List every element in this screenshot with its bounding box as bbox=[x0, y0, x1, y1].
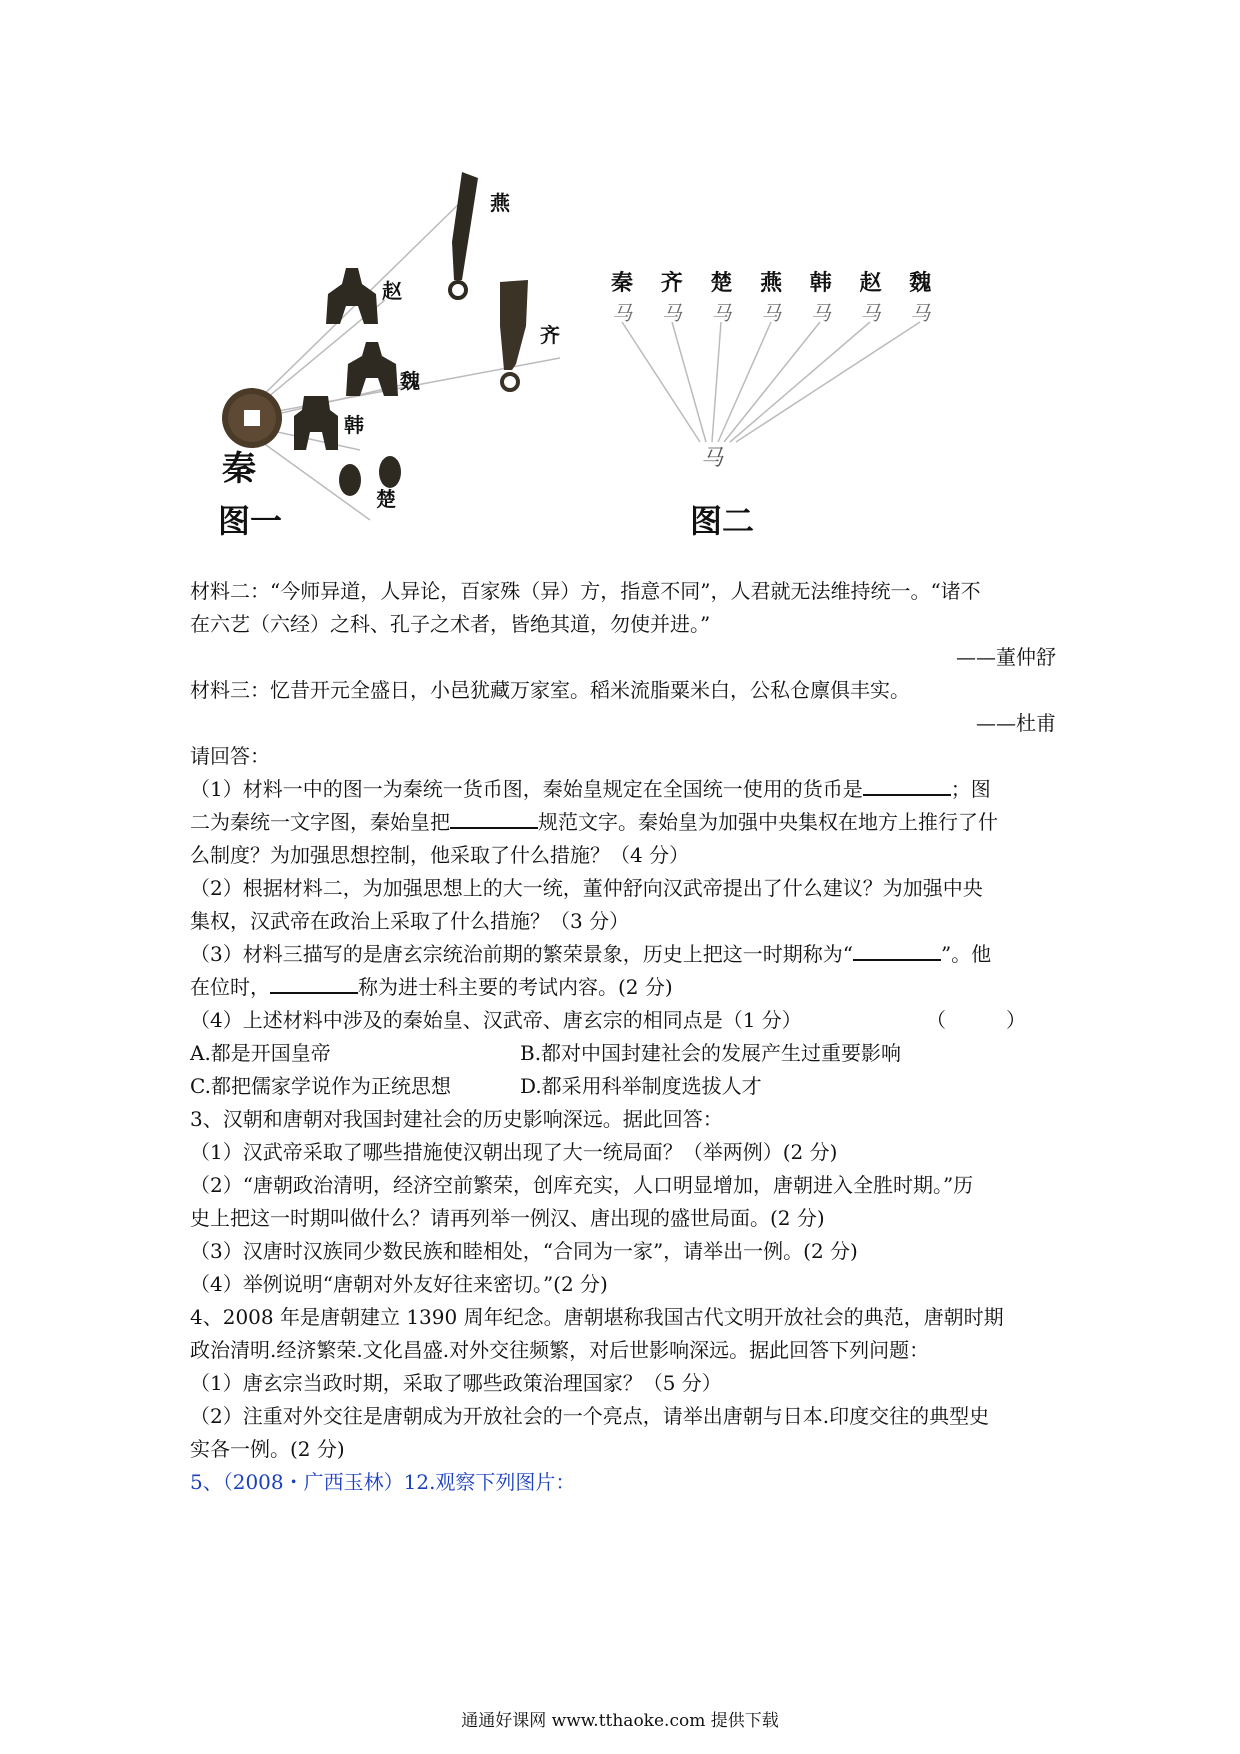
material-three-line: 材料三：忆昔开元全盛日，小邑犹藏万家室。稻米流脂粟米白，公私仓廪俱丰实。 bbox=[190, 678, 910, 702]
script-glyph: 马 bbox=[910, 301, 931, 325]
figure-two-script-glyphs bbox=[612, 301, 931, 325]
state-label: 魏 bbox=[909, 271, 932, 296]
q3-text: 在位时， bbox=[190, 975, 270, 999]
qin-coin-icon bbox=[222, 388, 282, 448]
q1-line bbox=[190, 806, 1056, 839]
answer-blank[interactable] bbox=[450, 807, 538, 829]
qin-label: 秦 bbox=[222, 449, 256, 489]
section-three-title: 3、汉朝和唐朝对我国封建社会的历史影响深远。据此回答： bbox=[190, 1107, 723, 1131]
wei-spade-coin-icon bbox=[346, 342, 398, 396]
script-glyph: 马 bbox=[761, 301, 782, 325]
answer-blank[interactable] bbox=[863, 774, 951, 796]
state-label: 韩 bbox=[809, 271, 832, 296]
han-label: 韩 bbox=[344, 413, 364, 437]
section-four-q2: （2）注重对外交往是唐朝成为开放社会的一个亮点，请举出唐朝与日本.印度交往的典型史 bbox=[190, 1404, 990, 1428]
option-d: D.都采用科举制度选拔人才 bbox=[520, 1074, 762, 1098]
qi-knife-coin-icon bbox=[500, 280, 528, 390]
page-footer: 通通好课网 www.tthaoke.com 提供下载 bbox=[461, 1711, 779, 1731]
figure-one bbox=[218, 172, 560, 540]
q1-text: （1）材料一中的图一为秦统一货币图，秦始皇规定在全国统一使用的货币是 bbox=[190, 777, 863, 801]
qi-label: 齐 bbox=[540, 323, 560, 347]
option-b: B.都对中国封建社会的发展产生过重要影响 bbox=[520, 1041, 902, 1065]
q3-text: ”。他 bbox=[940, 942, 992, 966]
q2-line: 集权，汉武帝在政治上采取了什么措施？（3 分） bbox=[190, 909, 630, 933]
state-label: 楚 bbox=[710, 271, 733, 296]
state-label: 赵 bbox=[859, 271, 882, 296]
figure-area bbox=[200, 150, 1060, 570]
section-three-q3: （3）汉唐时汉族同少数民族和睦相处，“合同为一家”，请举出一例。(2 分) bbox=[190, 1239, 858, 1263]
script-glyph: 马 bbox=[612, 301, 632, 325]
answer-blank[interactable] bbox=[853, 939, 941, 961]
section-four-intro: 4、2008 年是唐朝建立 1390 周年纪念。唐朝堪称我国古代文明开放社会的典范，唐朝时期 bbox=[190, 1305, 1004, 1329]
q3-text: （3）材料三描写的是唐玄宗统治前期的繁荣景象，历史上把这一时期称为“ bbox=[190, 942, 853, 966]
ask-heading: 请回答： bbox=[190, 744, 270, 768]
section-three-q4: （4）举例说明“唐朝对外友好往来密切。”(2 分) bbox=[190, 1272, 608, 1296]
material-two-author: ——董仲舒 bbox=[956, 645, 1056, 669]
q4-stem: （4）上述材料中涉及的秦始皇、汉武帝、唐玄宗的相同点是（1 分） bbox=[190, 1008, 802, 1032]
q1-text: ；图 bbox=[950, 777, 991, 801]
q3-text: 称为进士科主要的考试内容。(2 分) bbox=[358, 975, 673, 999]
unified-script-glyph: 马 bbox=[700, 446, 724, 471]
yan-knife-coin-icon bbox=[450, 172, 478, 298]
answer-parenthesis[interactable]: （ ） bbox=[926, 1008, 1026, 1032]
currency-and-script-figures bbox=[200, 150, 1060, 570]
script-glyph: 马 bbox=[860, 301, 881, 325]
section-four-q1: （1）唐玄宗当政时期，采取了哪些政策治理国家？（5 分） bbox=[190, 1371, 722, 1395]
q1-line bbox=[190, 773, 1056, 806]
q1-text: 规范文字。秦始皇为加强中央集权在地方上推行了什 bbox=[538, 810, 998, 834]
zhao-spade-coin-icon bbox=[326, 268, 378, 324]
han-spade-coin-icon bbox=[294, 396, 338, 450]
q3-line bbox=[190, 971, 1056, 1004]
section-three-q2: （2）“唐朝政治清明，经济空前繁荣，创库充实，人口明显增加，唐朝进入全胜时期。”历 bbox=[190, 1173, 974, 1197]
section-three-q1: （1）汉武帝采取了哪些措施使汉朝出现了大一统局面？（举两例）(2 分) bbox=[190, 1140, 838, 1164]
state-label: 齐 bbox=[660, 271, 683, 296]
material-two-line: 材料二：“今师异道，人异论，百家殊（异）方，指意不同”，人君就无法维持统一。“诸不 bbox=[190, 579, 981, 603]
wei-label: 魏 bbox=[400, 369, 420, 393]
section-four-q2: 实各一例。(2 分) bbox=[190, 1437, 345, 1461]
script-glyph: 马 bbox=[711, 301, 732, 325]
q1-line: 么制度？为加强思想控制，他采取了什么措施？（4 分） bbox=[190, 843, 690, 867]
script-glyph: 马 bbox=[810, 301, 831, 325]
state-label: 秦 bbox=[610, 271, 634, 296]
section-three-q2: 史上把这一时期叫做什么？请再列举一例汉、唐出现的盛世局面。(2 分) bbox=[190, 1206, 825, 1230]
figure-one-caption: 图一 bbox=[218, 502, 283, 540]
q2-line: （2）根据材料二，为加强思想上的大一统，董仲舒向汉武帝提出了什么建议？为加强中央 bbox=[190, 876, 983, 900]
chu-label: 楚 bbox=[376, 487, 396, 511]
figure-two-caption: 图二 bbox=[689, 502, 755, 540]
answer-blank[interactable] bbox=[270, 972, 358, 994]
question-text bbox=[190, 575, 1056, 1499]
section-four-intro: 政治清明.经济繁荣.文化昌盛.对外交往频繁，对后世影响深远。据此回答下列问题： bbox=[190, 1338, 930, 1362]
figure-two-state-labels bbox=[611, 270, 931, 296]
zhao-label: 赵 bbox=[382, 279, 402, 303]
q1-text: 二为秦统一文字图，秦始皇把 bbox=[190, 810, 450, 834]
figure-two bbox=[611, 270, 931, 540]
q3-line bbox=[190, 938, 1056, 971]
script-glyph: 马 bbox=[661, 301, 682, 325]
q4-options-row bbox=[190, 1037, 1056, 1070]
state-label: 燕 bbox=[760, 271, 783, 296]
q4-line bbox=[190, 1004, 1056, 1037]
section-five-title: 5、（2008・广西玉林）12.观察下列图片： bbox=[190, 1470, 576, 1494]
yan-label: 燕 bbox=[490, 191, 510, 215]
option-c: C.都把儒家学说作为正统思想 bbox=[190, 1074, 451, 1098]
material-three-author: ——杜甫 bbox=[976, 711, 1056, 735]
option-a: A.都是开国皇帝 bbox=[190, 1041, 331, 1065]
q4-options-row bbox=[190, 1070, 1056, 1103]
material-two-line: 在六艺（六经）之科、孔子之术者，皆绝其道，勿使并进。” bbox=[190, 612, 711, 636]
